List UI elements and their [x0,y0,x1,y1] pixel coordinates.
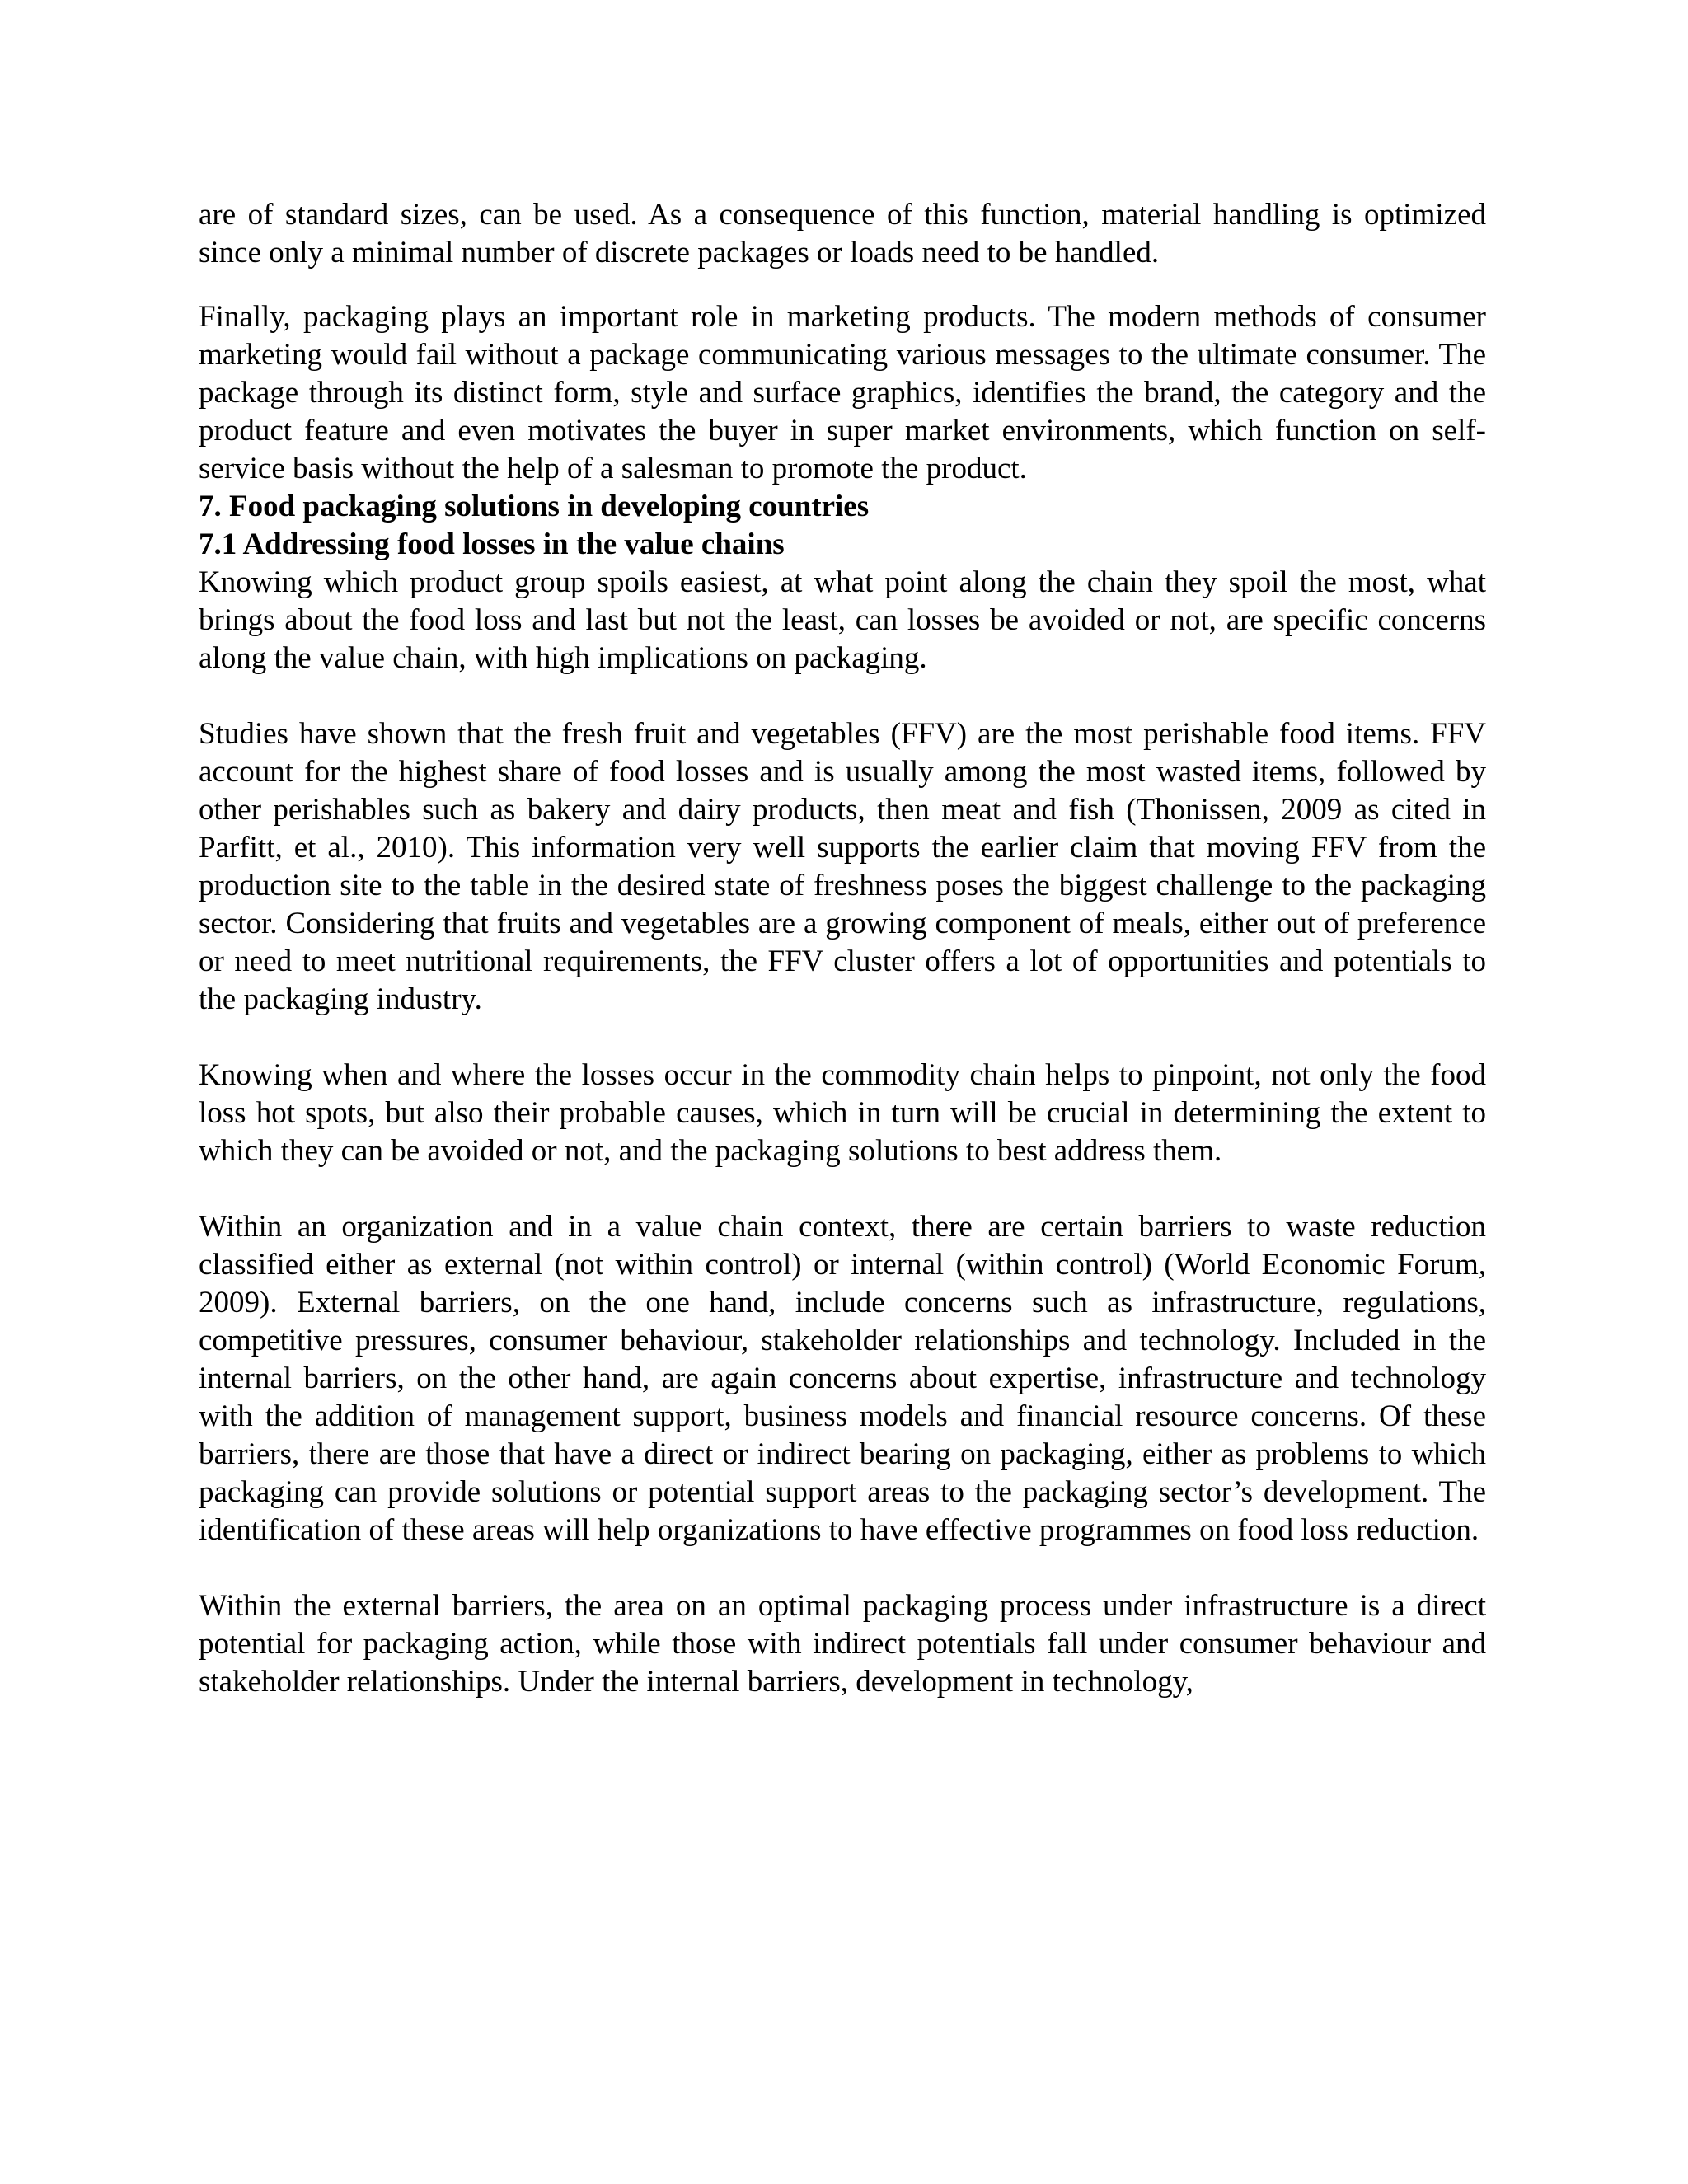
paragraph-barriers: Within an organization and in a value chain context, there are certain barriers to waste reduction classified either as external (not within control) or internal (within control) (World Economic Forum, 2009). External barriers, on the one hand, include concerns such as infrastructure, regulations, competitive pressures, consumer behaviour, stakeholder relationships and technology. Included in the internal barriers, on the other hand, are again concerns about expertise, infrastructure and technology with the addition of management support, business models and financial resource concerns. Of these barriers, there are those that have a direct or indirect bearing on packaging, either as problems to which packaging can provide solutions or potential support areas to the packaging sector’s development. The identification of these areas will help organizations to have effective programmes on food loss reduction. [199,1210,1486,1547]
paragraph-standard-sizes: are of standard sizes, can be used. As a consequence of this function, material handling is optimized since only a minimal number of discrete packages or loads need to be handled. [199,198,1486,269]
paragraph-product-groups: Knowing which product group spoils easiest, at what point along the chain they spoil the most, what brings about the food loss and last but not the least, can losses be avoided or not, are specific concerns along the value chain, with high implications on packaging. [199,565,1486,675]
paragraph-ffv-studies: Studies have shown that the fresh fruit and vegetables (FFV) are the most perishable food items. FFV account for the highest share of food losses and is usually among the most wasted items, followed by other perishables such as bakery and dairy products, then meat and fish (Thonissen, 2009 as cited in Parfitt, et al., 2010). This information very well supports the earlier claim that moving FFV from the production site to the table in the desired state of freshness poses the biggest challenge to the packaging sector. Considering that fruits and vegetables are a growing component of meals, either out of preference or need to meet nutritional requirements, the FFV cluster offers a lot of opportunities and potentials to the packaging industry. [199,717,1486,1016]
section-heading: 7. Food packaging solutions in developing countries [199,490,870,523]
paragraph-external-barriers: Within the external barriers, the area on an optimal packaging process under infrastructure is a direct potential for packaging action, while those with indirect potentials fall under consumer behaviour and stakeholder relationships. Under the internal barriers, development in technology, [199,1589,1486,1699]
subsection-heading: 7.1 Addressing food losses in the value chains [199,527,785,561]
paragraph-loss-hotspots: Knowing when and where the losses occur in the commodity chain helps to pinpoint, not only the food loss hot spots, but also their probable causes, which in turn will be crucial in determining the extent to which they can be avoided or not, and the packaging solutions to best address them. [199,1058,1486,1168]
document-page [199,196,1486,1701]
paragraph-marketing: Finally, packaging plays an important role in marketing products. The modern methods of consumer marketing would fail without a package communicating various messages to the ultimate consumer. The package through its distinct form, style and surface graphics, identifies the brand, the category and the product feature and even motivates the buyer in super market environments, which function on self-service basis without the help of a salesman to promote the product. [199,300,1486,485]
